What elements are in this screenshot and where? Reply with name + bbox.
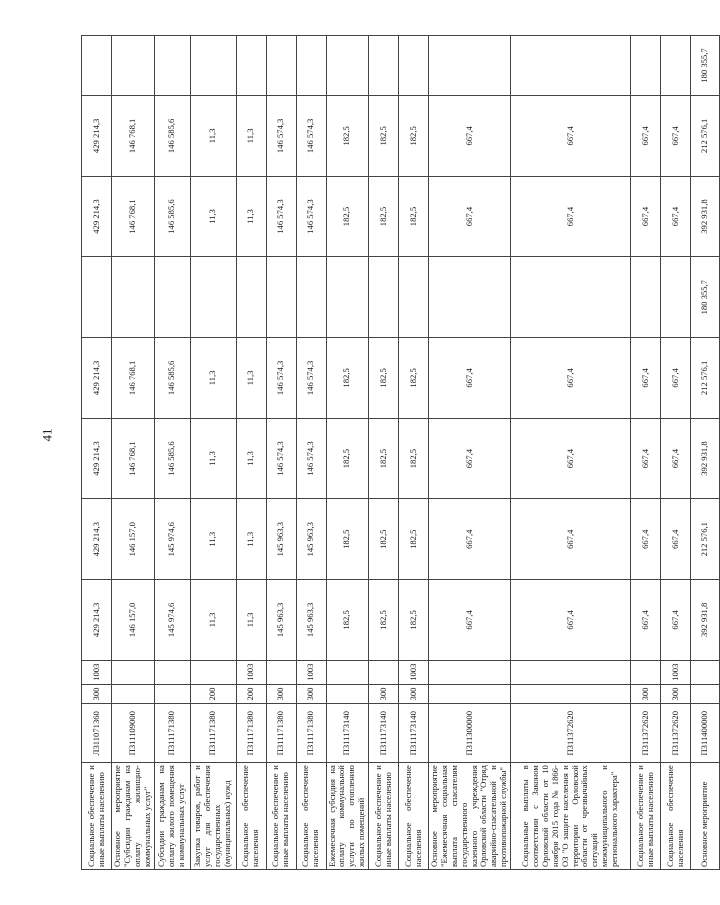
amount-cell: 145 963,3 (266, 499, 296, 580)
section-cell: 1003 (82, 660, 112, 684)
expense-type-cell: 300 (399, 684, 429, 704)
amount-cell: 667,4 (511, 176, 631, 257)
row-name-cell: Социальное обеспечение населения (236, 763, 266, 870)
amount-cell: 146 574,3 (296, 96, 326, 177)
amount-cell: 667,4 (511, 499, 631, 580)
amount-cell: 146 574,3 (266, 96, 296, 177)
amount-cell (190, 36, 236, 96)
amount-cell (511, 257, 631, 338)
table-row (326, 36, 369, 870)
amount-cell: 146 574,3 (296, 418, 326, 499)
section-cell (429, 660, 511, 684)
amount-cell: 182,5 (369, 176, 399, 257)
amount-cell (154, 36, 190, 96)
section-cell: 1003 (296, 660, 326, 684)
amount-cell: 182,5 (399, 499, 429, 580)
budget-code-cell: П311372620 (631, 704, 661, 763)
expense-type-cell (154, 684, 190, 704)
amount-cell: 182,5 (369, 96, 399, 177)
amount-cell: 11,3 (236, 176, 266, 257)
section-cell (154, 660, 190, 684)
row-name-cell: Социальное обеспечение и иные выплаты населению (82, 763, 112, 870)
amount-cell: 667,4 (429, 580, 511, 661)
table-row (399, 36, 429, 870)
amount-cell: 182,5 (399, 96, 429, 177)
amount-cell: 667,4 (511, 418, 631, 499)
amount-cell: 667,4 (631, 418, 661, 499)
amount-cell: 146 157,0 (112, 499, 155, 580)
budget-table (81, 35, 720, 870)
amount-cell (296, 36, 326, 96)
amount-cell: 212 576,1 (691, 338, 720, 419)
amount-cell (631, 257, 661, 338)
amount-cell (112, 257, 155, 338)
table-row (112, 36, 155, 870)
amount-cell (266, 257, 296, 338)
amount-cell: 146 768,1 (112, 176, 155, 257)
amount-cell: 11,3 (236, 418, 266, 499)
amount-cell (631, 36, 661, 96)
expense-type-cell: 300 (266, 684, 296, 704)
amount-cell: 667,4 (511, 580, 631, 661)
amount-cell: 182,5 (399, 176, 429, 257)
amount-cell: 182,5 (399, 580, 429, 661)
amount-cell: 180 355,7 (691, 257, 720, 338)
amount-cell (112, 36, 155, 96)
table-row (266, 36, 296, 870)
section-cell (691, 660, 720, 684)
amount-cell: 146 585,6 (154, 176, 190, 257)
amount-cell: 182,5 (326, 176, 369, 257)
expense-type-cell (112, 684, 155, 704)
amount-cell: 667,4 (661, 580, 691, 661)
amount-cell: 392 931,8 (691, 418, 720, 499)
amount-cell (296, 257, 326, 338)
table-row (631, 36, 661, 870)
section-cell (369, 660, 399, 684)
amount-cell: 667,4 (661, 96, 691, 177)
row-name-cell: Социальное обеспечение и иные выплаты населению (631, 763, 661, 870)
section-cell (190, 660, 236, 684)
expense-type-cell (429, 684, 511, 704)
amount-cell: 429 214,3 (82, 176, 112, 257)
budget-code-cell: П311171380 (154, 704, 190, 763)
budget-table-sheet (81, 35, 710, 870)
amount-cell: 11,3 (190, 338, 236, 419)
amount-cell: 182,5 (399, 418, 429, 499)
row-name-cell: Закупка товаров, работ и услуг для обеспечения государственных (муниципальных) нужд (190, 763, 236, 870)
amount-cell: 667,4 (429, 176, 511, 257)
expense-type-cell (691, 684, 720, 704)
expense-type-cell: 300 (631, 684, 661, 704)
amount-cell (82, 257, 112, 338)
section-cell: 1003 (661, 660, 691, 684)
budget-code-cell: П311300000 (429, 704, 511, 763)
amount-cell: 182,5 (369, 499, 399, 580)
amount-cell (82, 36, 112, 96)
amount-cell: 180 355,7 (691, 36, 720, 96)
amount-cell: 145 963,3 (296, 499, 326, 580)
amount-cell (236, 36, 266, 96)
amount-cell: 667,4 (511, 338, 631, 419)
row-name-cell: Основное мероприятие (691, 763, 720, 870)
amount-cell: 667,4 (631, 580, 661, 661)
expense-type-cell: 300 (296, 684, 326, 704)
amount-cell: 429 214,3 (82, 338, 112, 419)
amount-cell: 182,5 (326, 499, 369, 580)
budget-code-cell: П311372620 (511, 704, 631, 763)
row-name-cell: Социальное обеспечение и иные выплаты населению (369, 763, 399, 870)
expense-type-cell: 300 (82, 684, 112, 704)
budget-code-cell: П311171380 (236, 704, 266, 763)
table-row (429, 36, 511, 870)
table-row (236, 36, 266, 870)
amount-cell (429, 36, 511, 96)
amount-cell: 667,4 (429, 338, 511, 419)
section-cell (631, 660, 661, 684)
amount-cell (661, 257, 691, 338)
budget-code-cell: П311173140 (369, 704, 399, 763)
expense-type-cell (326, 684, 369, 704)
amount-cell: 429 214,3 (82, 499, 112, 580)
budget-code-cell: Л311071360 (82, 704, 112, 763)
amount-cell: 146 574,3 (266, 176, 296, 257)
amount-cell (236, 257, 266, 338)
table-row (691, 36, 720, 870)
amount-cell: 146 157,0 (112, 580, 155, 661)
amount-cell: 11,3 (236, 96, 266, 177)
amount-cell: 182,5 (326, 418, 369, 499)
amount-cell: 146 574,3 (266, 338, 296, 419)
amount-cell: 145 974,6 (154, 499, 190, 580)
amount-cell: 11,3 (236, 338, 266, 419)
budget-code-cell: П311372620 (661, 704, 691, 763)
amount-cell: 146 768,1 (112, 418, 155, 499)
section-cell (326, 660, 369, 684)
amount-cell: 146 574,3 (266, 418, 296, 499)
amount-cell: 182,5 (369, 338, 399, 419)
row-name-cell: Социальные выплаты в соответствии с Законом Орловской области от 10 ноября 2015 года № 1866-ОЗ "О защите населения и территории Орловской области от чрезвычайных ситуаций межмуниципального и регионального характера" (511, 763, 631, 870)
amount-cell: 11,3 (190, 176, 236, 257)
amount-cell: 667,4 (429, 418, 511, 499)
amount-cell: 146 585,6 (154, 338, 190, 419)
amount-cell: 667,4 (429, 499, 511, 580)
section-cell (511, 660, 631, 684)
amount-cell: 667,4 (511, 96, 631, 177)
row-name-cell: Основное мероприятие "Ежемесячная социальная выплата спасателям государственного казенного учреждения Орловской области "Отряд аварийно-спасательной и противопожарной службы" (429, 763, 511, 870)
amount-cell: 667,4 (661, 176, 691, 257)
amount-cell: 11,3 (190, 580, 236, 661)
amount-cell: 667,4 (631, 96, 661, 177)
row-name-cell: Ежемесячная субсидия на оплату коммунальной услуги по отоплению жилых помещений (326, 763, 369, 870)
section-cell (266, 660, 296, 684)
amount-cell (326, 36, 369, 96)
amount-cell: 429 214,3 (82, 418, 112, 499)
amount-cell (190, 257, 236, 338)
amount-cell: 182,5 (326, 580, 369, 661)
amount-cell: 145 963,3 (266, 580, 296, 661)
budget-code-cell: П311171380 (190, 704, 236, 763)
amount-cell: 667,4 (661, 499, 691, 580)
amount-cell: 182,5 (369, 418, 399, 499)
amount-cell (154, 257, 190, 338)
section-cell: 1003 (399, 660, 429, 684)
table-row (369, 36, 399, 870)
amount-cell: 145 963,3 (296, 580, 326, 661)
amount-cell: 182,5 (326, 338, 369, 419)
amount-cell: 667,4 (429, 96, 511, 177)
table-row (296, 36, 326, 870)
budget-code-cell: П311171380 (266, 704, 296, 763)
amount-cell: 182,5 (399, 338, 429, 419)
section-cell: 1003 (236, 660, 266, 684)
amount-cell: 429 214,3 (82, 580, 112, 661)
amount-cell: 212 576,1 (691, 96, 720, 177)
amount-cell: 146 585,6 (154, 418, 190, 499)
amount-cell: 667,4 (661, 418, 691, 499)
amount-cell (511, 36, 631, 96)
amount-cell: 429 214,3 (82, 96, 112, 177)
amount-cell: 212 576,1 (691, 499, 720, 580)
expense-type-cell: 300 (661, 684, 691, 704)
expense-type-cell (511, 684, 631, 704)
budget-code-cell: П311400000 (691, 704, 720, 763)
row-name-cell: Социальное обеспечение населения (399, 763, 429, 870)
amount-cell (399, 257, 429, 338)
expense-type-cell: 300 (369, 684, 399, 704)
amount-cell: 182,5 (326, 96, 369, 177)
amount-cell (429, 257, 511, 338)
amount-cell: 667,4 (631, 176, 661, 257)
row-name-cell: Социальное обеспечение населения (661, 763, 691, 870)
amount-cell: 667,4 (631, 499, 661, 580)
amount-cell: 392 931,8 (691, 176, 720, 257)
amount-cell: 667,4 (661, 338, 691, 419)
amount-cell: 11,3 (190, 418, 236, 499)
amount-cell (369, 36, 399, 96)
page-number: 41 (39, 428, 55, 442)
table-row (661, 36, 691, 870)
amount-cell (266, 36, 296, 96)
amount-cell: 392 931,8 (691, 580, 720, 661)
amount-cell: 11,3 (190, 499, 236, 580)
row-name-cell: Социальное обеспечение и иные выплаты населению (266, 763, 296, 870)
table-row (82, 36, 112, 870)
amount-cell: 11,3 (236, 499, 266, 580)
expense-type-cell: 200 (236, 684, 266, 704)
budget-code-cell: П311171380 (296, 704, 326, 763)
amount-cell (399, 36, 429, 96)
budget-code-cell: П311173140 (399, 704, 429, 763)
amount-cell: 145 974,6 (154, 580, 190, 661)
amount-cell: 146 768,1 (112, 96, 155, 177)
amount-cell (326, 257, 369, 338)
amount-cell: 146 585,6 (154, 96, 190, 177)
expense-type-cell: 200 (190, 684, 236, 704)
amount-cell (369, 257, 399, 338)
amount-cell (661, 36, 691, 96)
table-row (511, 36, 631, 870)
table-row (190, 36, 236, 870)
amount-cell: 146 768,1 (112, 338, 155, 419)
amount-cell: 146 574,3 (296, 176, 326, 257)
amount-cell: 667,4 (631, 338, 661, 419)
row-name-cell: Субсидии гражданам на оплату жилого помещения и коммунальных услуг (154, 763, 190, 870)
budget-code-cell: П311173140 (326, 704, 369, 763)
amount-cell: 146 574,3 (296, 338, 326, 419)
table-row (154, 36, 190, 870)
section-cell (112, 660, 155, 684)
amount-cell: 11,3 (190, 96, 236, 177)
row-name-cell: Социальное обеспечение населения (296, 763, 326, 870)
budget-code-cell: П311109000 (112, 704, 155, 763)
row-name-cell: Основное мероприятие "Субсидии гражданам на оплату жилищно-коммунальных услуг" (112, 763, 155, 870)
amount-cell: 11,3 (236, 580, 266, 661)
amount-cell: 182,5 (369, 580, 399, 661)
